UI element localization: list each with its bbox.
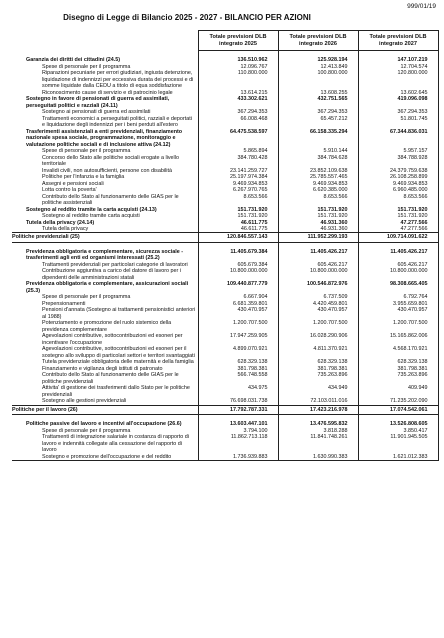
value-2026: 4.420.459.801: [278, 301, 358, 307]
value-2027: 13.602.645: [358, 90, 438, 96]
value-2026: 125.928.194: [278, 57, 358, 63]
value-2026: 46.931.360: [278, 220, 358, 226]
value-2027: 47.277.566: [358, 226, 438, 233]
value-2026: 432.751.565: [278, 96, 358, 109]
value-2027: 1.621.012.383: [358, 454, 438, 461]
value-2026: 1.630.990.383: [278, 454, 358, 461]
value-2025: 605.679.384: [198, 262, 278, 268]
action-row: [12, 320, 438, 333]
value-2026: 430.470.957: [278, 307, 358, 320]
table-header: [12, 31, 438, 51]
mission-total-row: [12, 233, 438, 242]
header-2025: Totale previsioni DLB integrato 2025: [198, 31, 278, 51]
action-row: [12, 116, 438, 129]
value-2026: 605.426.217: [278, 262, 358, 268]
action-row: [12, 155, 438, 168]
value-2025: 1.736.939.883: [198, 454, 278, 461]
action-row: [12, 398, 438, 405]
value-2026: 23.852.109.638: [278, 168, 358, 174]
value-2027: 430.470.957: [358, 307, 438, 320]
value-2027: 409.949: [358, 385, 438, 398]
value-2025: 6.681.359.801: [198, 301, 278, 307]
value-2027: 419.096.098: [358, 96, 438, 109]
row-label: Trattamenti economici a perseguitati politici, razziali e deportati e liquidazione degli indennizzi per i beni perduti all'estero: [12, 116, 198, 129]
action-row: [12, 194, 438, 207]
program-row: [12, 96, 438, 109]
action-row: [12, 346, 438, 359]
value-2027: 109.714.091.622: [358, 233, 438, 242]
action-row: [12, 70, 438, 89]
row-label: Potenziamento e promozione del ruolo sistemico della previdenza complementare: [12, 320, 198, 333]
value-2027: 9.469.934.853: [358, 181, 438, 187]
row-label: Prepensionamenti: [12, 301, 198, 307]
value-2027: 10.800.000.000: [358, 268, 438, 281]
row-label: Garanzia dei diritti dei cittadini (24.5): [12, 57, 198, 63]
value-2025: 6.267.970.765: [198, 187, 278, 193]
row-label: Contributo dello Stato al funzionamento delle GIAS per le politiche assistenziali: [12, 194, 198, 207]
value-2027: 5.957.157: [358, 148, 438, 154]
value-2026: 11.405.426.217: [278, 249, 358, 262]
row-label: Trattamenti di integrazione salariale in costanza di rapporto di lavoro e indennità collegate alla cessazione del rapporto di lavoro: [12, 434, 198, 453]
value-2025: 1.200.707.500: [198, 320, 278, 333]
row-label: Previdenza obbligatoria e complementare, sicurezza sociale - trasferimenti agli enti ed organismi interessati (25.2): [12, 249, 198, 262]
value-2027: 147.107.219: [358, 57, 438, 63]
value-2026: 8.653.566: [278, 194, 358, 207]
action-row: [12, 333, 438, 346]
value-2026: 100.546.872.976: [278, 281, 358, 294]
row-label: Tutela previdenziale obbligatoria delle maternità e della famiglia: [12, 359, 198, 365]
row-label: Riconoscimento cause di servizio e di patrocinio legale: [12, 90, 198, 96]
value-2027: 605.426.217: [358, 262, 438, 268]
row-label: Politiche per l'infanzia e la famiglia: [12, 174, 198, 180]
value-2027: 71.235.202.090: [358, 398, 438, 405]
row-label: Previdenza obbligatoria e complementare, assicurazioni sociali (25.3): [12, 281, 198, 294]
row-label: Sostegno al reddito tramite carta acquisti: [12, 213, 198, 219]
value-2026: 25.785.557.465: [278, 174, 358, 180]
value-2027: 67.344.836.031: [358, 129, 438, 148]
row-label: Politiche previdenziali (25): [12, 233, 198, 242]
header-2027: Totale previsioni DLB integrato 2027: [358, 31, 438, 51]
value-2026: 72.103.011.016: [278, 398, 358, 405]
action-row: [12, 307, 438, 320]
value-2027: 24.379.759.638: [358, 168, 438, 174]
value-2027: 26.108.258.899: [358, 174, 438, 180]
row-label: Tutela della privacy (24.14): [12, 220, 198, 226]
value-2026: 65.457.212: [278, 116, 358, 129]
value-2027: 17.074.542.061: [358, 405, 438, 414]
value-2027: 47.277.566: [358, 220, 438, 226]
action-row: [12, 268, 438, 281]
value-2027: 98.308.665.405: [358, 281, 438, 294]
value-2027: 1.200.707.500: [358, 320, 438, 333]
value-2025: 110.800.000: [198, 70, 278, 89]
row-label: Agevolazioni contributive, sottocontribuzioni ed esoneri per incentivare l'occupazione: [12, 333, 198, 346]
value-2025: 367.294.353: [198, 109, 278, 115]
document-id: 999/01/19: [407, 3, 436, 10]
value-2027: 367.294.353: [358, 109, 438, 115]
table-body: [12, 51, 438, 461]
value-2025: 430.470.957: [198, 307, 278, 320]
value-2027: 3.850.417: [358, 428, 438, 434]
header-blank: [12, 31, 198, 51]
value-2025: 384.780.428: [198, 155, 278, 168]
value-2026: 16.028.290.906: [278, 333, 358, 346]
value-2027: 15.165.862.006: [358, 333, 438, 346]
value-2026: 6.620.385.000: [278, 187, 358, 193]
value-2027: 120.800.000: [358, 70, 438, 89]
value-2025: 381.798.381: [198, 366, 278, 372]
row-label: Pensioni d'annata (Sostegno ai trattamenti pensionistici anteriori al 1988): [12, 307, 198, 320]
value-2027: 628.329.138: [358, 359, 438, 365]
budget-table: [12, 30, 439, 461]
value-2025: 66.008.468: [198, 116, 278, 129]
value-2025: 4.899.070.921: [198, 346, 278, 359]
value-2026: 434.949: [278, 385, 358, 398]
value-2025: 434.975: [198, 385, 278, 398]
row-label: Spese di personale per il programma: [12, 64, 198, 70]
value-2025: 11.405.679.384: [198, 249, 278, 262]
row-label: Concorso dello Stato alle politiche sociali erogate a livello territoriale: [12, 155, 198, 168]
value-2027: 6.792.764: [358, 294, 438, 300]
value-2026: 13.608.255: [278, 90, 358, 96]
row-label: Spese di personale per il programma: [12, 428, 198, 434]
value-2026: 628.329.138: [278, 359, 358, 365]
row-label: Agevolazioni contributive, sottocontribuzioni ed esoneri per il sostegno allo sviluppo di particolari settori e territori svantaggiati: [12, 346, 198, 359]
value-2027: 11.901.945.505: [358, 434, 438, 453]
value-2026: 11.841.748.261: [278, 434, 358, 453]
value-2026: 12.413.849: [278, 64, 358, 70]
value-2025: 23.141.259.727: [198, 168, 278, 174]
action-row: [12, 372, 438, 385]
value-2025: 5.865.894: [198, 148, 278, 154]
value-2027: 4.568.170.921: [358, 346, 438, 359]
row-label: Tutela della privacy: [12, 226, 198, 233]
action-row: [12, 385, 438, 398]
value-2026: 66.158.335.294: [278, 129, 358, 148]
row-label: Trasferimenti assistenziali a enti previdenziali, finanziamento nazionale spesa sociale, programmazione, monitoraggio e valutazione politiche sociali e di inclusione attiva (24.12): [12, 129, 198, 148]
value-2027: 8.653.566: [358, 194, 438, 207]
page-title: Disegno di Legge di Bilancio 2025 - 2027 - BILANCIO PER AZIONI: [63, 13, 311, 22]
row-label: Contribuzione aggiuntiva a carico del datore di lavoro per i dipendenti delle amministrazioni statali: [12, 268, 198, 281]
row-label: Spese di personale per il programma: [12, 148, 198, 154]
value-2025: 151.731.920: [198, 213, 278, 219]
row-label: Trattamenti previdenziali per particolari categorie di lavoratori: [12, 262, 198, 268]
value-2025: 13.614.215: [198, 90, 278, 96]
value-2027: 11.405.426.217: [358, 249, 438, 262]
value-2027: 12.704.574: [358, 64, 438, 70]
action-row: [12, 434, 438, 453]
program-row: [12, 129, 438, 148]
row-label: Sostegno e promozione dell'occupazione e del reddito: [12, 454, 198, 461]
value-2026: 13.476.595.832: [278, 421, 358, 427]
value-2026: 3.818.288: [278, 428, 358, 434]
value-2025: 46.611.775: [198, 226, 278, 233]
value-2027: 151.731.920: [358, 207, 438, 213]
value-2026: 735.263.896: [278, 372, 358, 385]
value-2026: 46.931.360: [278, 226, 358, 233]
value-2025: 46.611.775: [198, 220, 278, 226]
value-2026: 17.423.216.978: [278, 405, 358, 414]
value-2027: 6.960.485.000: [358, 187, 438, 193]
value-2025: 566.748.558: [198, 372, 278, 385]
value-2026: 5.910.144: [278, 148, 358, 154]
value-2027: 735.263.896: [358, 372, 438, 385]
value-2025: 11.862.713.118: [198, 434, 278, 453]
value-2026: 367.294.353: [278, 109, 358, 115]
value-2025: 17.792.787.331: [198, 405, 278, 414]
value-2026: 100.800.000: [278, 70, 358, 89]
value-2027: 13.526.808.605: [358, 421, 438, 427]
row-label: Sostegno in favore di pensionati di guerra ed assimilati, perseguitati politici e razziali (24.11): [12, 96, 198, 109]
value-2025: 10.800.000.000: [198, 268, 278, 281]
value-2025: 120.846.557.143: [198, 233, 278, 242]
value-2026: 151.731.920: [278, 213, 358, 219]
value-2025: 9.469.934.853: [198, 181, 278, 187]
row-label: Riparazioni pecuniarie per errori giudiziari, ingiusta detenzione, liquidazione di indennizzi per eccessiva durata dei processi e di somme liquidate dalla CEDU a titolo di equa soddisfazione: [12, 70, 198, 89]
value-2026: 4.811.370.921: [278, 346, 358, 359]
value-2025: 17.947.259.905: [198, 333, 278, 346]
value-2027: 51.801.745: [358, 116, 438, 129]
value-2027: 384.788.928: [358, 155, 438, 168]
value-2025: 433.302.621: [198, 96, 278, 109]
value-2025: 136.510.962: [198, 57, 278, 63]
value-2026: 6.737.509: [278, 294, 358, 300]
value-2025: 8.653.566: [198, 194, 278, 207]
value-2027: 381.798.381: [358, 366, 438, 372]
row-label: Invalidi civili, non autosufficienti, persone con disabilità: [12, 168, 198, 174]
value-2026: 111.952.299.193: [278, 233, 358, 242]
row-label: Finanziamento e vigilanza degli istituti di patronato: [12, 366, 198, 372]
value-2026: 151.731.920: [278, 207, 358, 213]
header-2026: Totale previsioni DLB integrato 2026: [278, 31, 358, 51]
row-label: Sostegno alle gestioni previdenziali: [12, 398, 198, 405]
value-2025: 628.329.138: [198, 359, 278, 365]
value-2027: 3.955.659.801: [358, 301, 438, 307]
row-label: Sostegno ai pensionati di guerra ed assimilati: [12, 109, 198, 115]
value-2025: 76.698.031.738: [198, 398, 278, 405]
value-2025: 6.667.904: [198, 294, 278, 300]
row-label: Politiche passive del lavoro e incentivi all'occupazione (26.6): [12, 421, 198, 427]
row-label: Attivita' di gestione dei trasferimenti dallo Stato per le politiche previdenziali: [12, 385, 198, 398]
value-2025: 109.440.877.779: [198, 281, 278, 294]
value-2025: 64.475.538.597: [198, 129, 278, 148]
mission-total-row: [12, 405, 438, 414]
program-row: [12, 249, 438, 262]
value-2027: 151.731.920: [358, 213, 438, 219]
program-row: [12, 281, 438, 294]
value-2026: 10.800.000.000: [278, 268, 358, 281]
value-2026: 1.200.707.500: [278, 320, 358, 333]
value-2026: 381.798.381: [278, 366, 358, 372]
row-label: Sostegno al reddito tramite la carta acquisti (24.13): [12, 207, 198, 213]
value-2025: 12.096.767: [198, 64, 278, 70]
value-2025: 13.603.447.101: [198, 421, 278, 427]
action-row: [12, 454, 438, 461]
row-label: Assegni e pensioni sociali: [12, 181, 198, 187]
row-label: Politiche per il lavoro (26): [12, 405, 198, 414]
value-2025: 25.197.974.384: [198, 174, 278, 180]
row-label: Spese di personale per il programma: [12, 294, 198, 300]
row-label: Contributo dello Stato al funzionamento delle GIAS per le politiche previdenziali: [12, 372, 198, 385]
row-label: Lotta contro la poverta': [12, 187, 198, 193]
value-2025: 3.794.100: [198, 428, 278, 434]
action-row: [12, 226, 438, 233]
value-2026: 384.784.628: [278, 155, 358, 168]
value-2025: 151.731.920: [198, 207, 278, 213]
value-2026: 9.469.934.853: [278, 181, 358, 187]
